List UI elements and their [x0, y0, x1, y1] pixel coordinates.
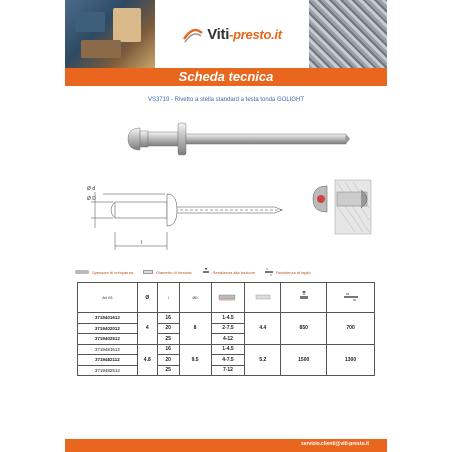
grip-range-icon [218, 293, 238, 301]
cell-grip: 1-4.5 [211, 344, 245, 355]
spec-table [77, 282, 375, 376]
brand-name-orange: -presto.it [229, 26, 282, 42]
legend-item-grip [75, 270, 133, 275]
cell-grip: 4-12 [211, 334, 245, 345]
cell-length: 25 [157, 334, 179, 345]
support-email-link[interactable]: servizio.clienti@viti-presto.it [301, 441, 369, 447]
header-drill [245, 283, 281, 313]
brand-name-dark: Viti [207, 25, 230, 43]
header-tensile [281, 283, 327, 313]
legend-label-tensile: Resistenza alla trazione [212, 269, 255, 275]
cell-length: 20 [157, 355, 179, 366]
header-length: l [157, 283, 179, 313]
brand-name [207, 26, 282, 43]
cell-shear: 700 [327, 313, 375, 345]
cell-code: 3719401612 [78, 313, 138, 324]
cell-grip: 4-7.5 [211, 355, 245, 366]
shear-resistance-icon [265, 268, 273, 276]
product-subtitle: VS3719 - Rivetto a stella standard a testa tonda GOLIGHT [147, 97, 305, 103]
screws-photo [309, 0, 387, 68]
cell-drill: 4.4 [245, 313, 281, 345]
cell-drill: 5.2 [245, 344, 281, 376]
installed-rivet-detail [313, 180, 371, 234]
cell-length: 20 [157, 323, 179, 334]
header [65, 0, 387, 68]
drill-diameter-icon [143, 270, 153, 274]
diameter-D-label: Ø D [87, 196, 96, 202]
cell-code: 3719482112 [78, 355, 138, 366]
legend [75, 266, 375, 278]
cell-code: 3719481612 [78, 344, 138, 355]
footer [65, 439, 387, 452]
cell-grip: 7-12 [211, 365, 245, 376]
tools-photo [65, 0, 155, 68]
cell-grip: 2-7.5 [211, 323, 245, 334]
cell-length: 25 [157, 365, 179, 376]
table-row [78, 344, 375, 355]
drill-diameter-icon [255, 293, 271, 301]
tensile-resistance-icon [202, 268, 210, 276]
diameter-d-label: Ø d [87, 186, 96, 192]
cell-tensile: 1500 [281, 344, 327, 376]
length-label: l [141, 240, 143, 246]
legend-item-tensile [202, 268, 255, 276]
cell-code: 3719402512 [78, 334, 138, 345]
rivet-technical-drawing [75, 172, 375, 254]
swoosh-logo-icon [182, 23, 204, 45]
legend-label-grip: Spessore di crimpatura [92, 269, 134, 275]
cell-grip: 1-4.5 [211, 313, 245, 324]
header-shear [327, 283, 375, 313]
table-header-row [78, 283, 375, 313]
header-head-diameter: ØD [179, 283, 211, 313]
cell-code: 3719482512 [78, 365, 138, 376]
cell-diameter: 4.8 [137, 344, 157, 376]
brand-logo[interactable] [155, 0, 309, 68]
legend-item-drill [143, 270, 191, 275]
legend-item-shear [265, 268, 311, 276]
legend-label-shear: Resistenza al taglio [275, 269, 311, 275]
cell-tensile: 850 [281, 313, 327, 345]
tensile-resistance-icon [298, 291, 310, 303]
header-grip [211, 283, 245, 313]
table-row [78, 313, 375, 324]
cell-code: 3719402012 [78, 323, 138, 334]
cell-head-diameter: 8 [179, 313, 211, 345]
rivet-photo [118, 118, 350, 160]
shear-resistance-icon [344, 292, 358, 302]
cell-diameter: 4 [137, 313, 157, 345]
header-diameter: Ø [137, 283, 157, 313]
grip-range-icon [75, 270, 89, 274]
header-code: Art VS [78, 283, 138, 313]
cell-shear: 1300 [327, 344, 375, 376]
cell-head-diameter: 9.5 [179, 344, 211, 376]
banner-title: Scheda tecnica [65, 68, 387, 86]
legend-label-drill: Diametro di foratura [156, 269, 192, 275]
cell-length: 16 [157, 313, 179, 324]
cell-length: 16 [157, 344, 179, 355]
